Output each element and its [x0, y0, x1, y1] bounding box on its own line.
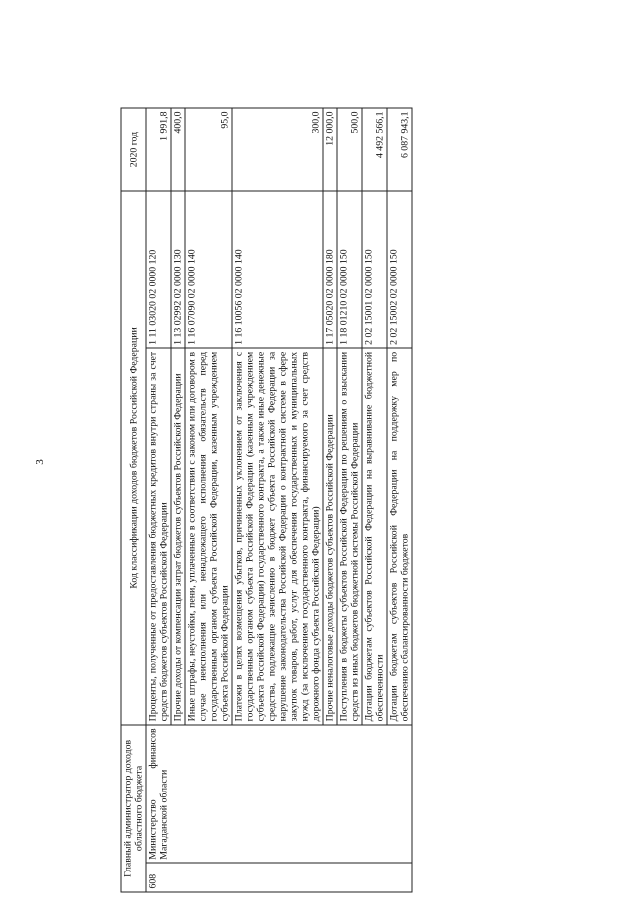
row-value: 1 991,8: [146, 108, 171, 191]
row-description: Прочие доходы от компенсации затрат бюджетов субъектов Российской Федерации: [171, 348, 185, 724]
table-row: [146, 108, 171, 892]
header-year: 2020 год: [121, 108, 146, 191]
row-description: Платежи в целях возмещения убытков, причиненных уклонением от заключения с государственным органом субъекта Российской Федерации (казенным учреждением субъекта Российской Федерации) государственного контракта, а также иные денежные средства, подлежащие зачислению в бюджет субъекта Российской Федерации за нарушение законодательства Российской Федерации о контрактной системе в сфере закупок товаров, работ, услуг для обеспечения государственных и муниципальных нужд (за исключением государственного контракта, финансируемого за счет средств дорожного фонда субъекта Российской Федерации): [232, 348, 323, 724]
header-admin: Главный администратор доходов областного бюджета: [121, 725, 146, 892]
row-value: 95,0: [185, 108, 232, 191]
admin-code: 608: [146, 863, 412, 892]
row-code: 2 02 15002 02 0000 150: [387, 191, 412, 348]
row-code: 1 13 02992 02 0000 130: [171, 191, 185, 348]
header-code: Код классификации доходов бюджетов Российской Федерации: [121, 191, 146, 725]
row-value: 4 492 566,1: [362, 108, 387, 191]
row-value: 300,0: [232, 108, 323, 191]
revenue-table: [120, 108, 412, 893]
row-code: 1 17 05020 02 0000 180: [323, 191, 337, 348]
revenue-table-rotated: [120, 108, 560, 893]
row-description: Дотации бюджетам субъектов Российской Федерации на поддержку мер по обеспечению сбалансированности бюджетов: [387, 348, 412, 724]
row-code: 2 02 15001 02 0000 150: [362, 191, 387, 348]
row-code: 1 16 07090 02 0000 140: [185, 191, 232, 348]
page-number: 3: [34, 459, 46, 465]
row-description: Иные штрафы, неустойки, пени, уплаченные в соответствии с законом или договором в случае неисполнения или ненадлежащего исполнения обязательств перед государственным органом субъекта Российской Федерации, казенным учреждением субъекта Российской Федерации: [185, 348, 232, 724]
row-code: 1 16 10056 02 0000 140: [232, 191, 323, 348]
row-description: Прочие неналоговые доходы бюджетов субъектов Российской Федерации: [323, 348, 337, 724]
table-header-row: [121, 108, 146, 892]
row-code: 1 18 01210 02 0000 150: [337, 191, 362, 348]
admin-name-rest: Магаданской области: [158, 769, 169, 860]
row-description: Поступления в бюджеты субъектов Российской Федерации по решениям о взыскании средств из иных бюджетов бюджетной системы Российской Федерации: [337, 348, 362, 724]
row-value: 6 087 943,1: [387, 108, 412, 191]
admin-name-first: Министерство: [147, 799, 158, 860]
row-value: 400,0: [171, 108, 185, 191]
row-code: 1 11 03020 02 0000 120: [146, 191, 171, 348]
admin-name: [146, 725, 412, 863]
row-value: 500,0: [337, 108, 362, 191]
row-description: Проценты, полученные от предоставления бюджетных кредитов внутри страны за счет средств бюджетов субъектов Российской Федерации: [146, 348, 171, 724]
admin-name-first-right: финансов: [147, 728, 158, 769]
row-description: Дотации бюджетам субъектов Российской Федерации на выравнивание бюджетной обеспеченности: [362, 348, 387, 724]
row-value: 12 000,0: [323, 108, 337, 191]
